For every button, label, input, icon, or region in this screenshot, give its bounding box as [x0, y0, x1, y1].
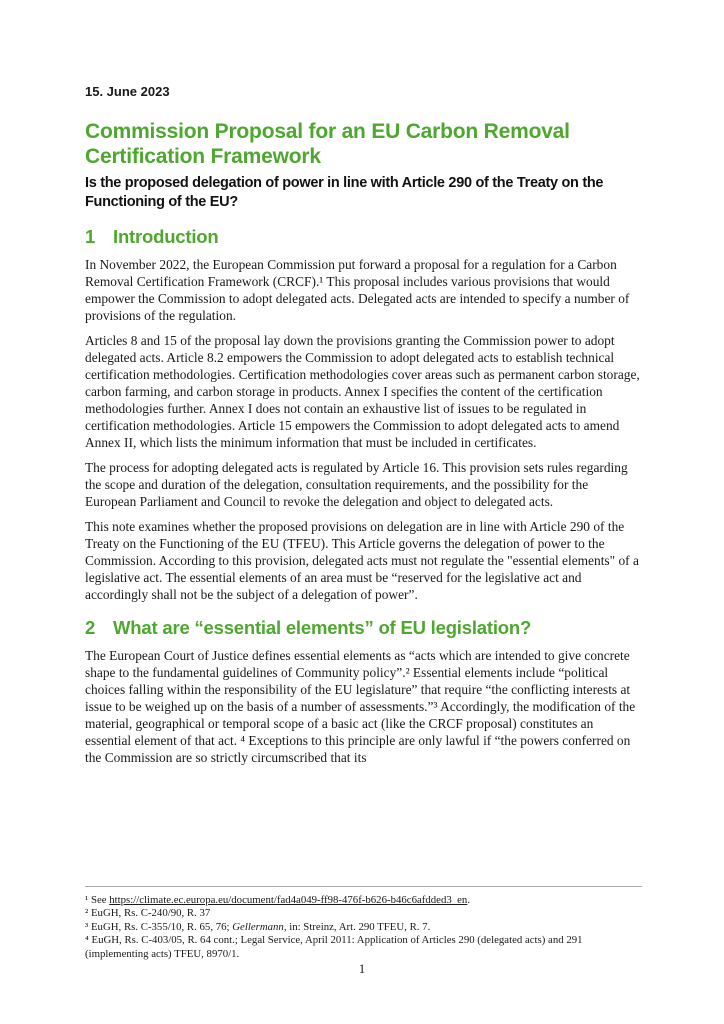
- paragraph-intro-1: In November 2022, the European Commission put forward a proposal for a regulation for a Carbon Removal Certification Framework (CRCF).¹ This proposal includes various provisions that would empower the Commission to adopt delegated acts. Delegated acts are intended to specify a number of provisions of the regulation.: [85, 257, 630, 323]
- footnote-1: [85, 894, 642, 907]
- paragraph-essential-1: The European Court of Justice defines essential elements as “acts which are intended to give concrete shape to the fundamental guidelines of Community policy”.² Essential elements include “political choices falling within the responsibility of the EU legislature” that require “the conflicting interests at issue to be weighed up on the basis of a number of assessments.”³ Accordingly, the modification of the material, geographical or temporal scope of a basic act (like the CRCF proposal) constitutes an essential element of that act. ⁴ Exceptions to this principle are only lawful if “the powers conferred on the Commission are so strictly circumscribed that its: [85, 648, 636, 765]
- section-number: 1: [85, 226, 96, 247]
- footnote-text: EuGH, Rs. C-403/05, R. 64 cont.; Legal Service, April 2011: Application of Articles 290 (delegated acts) and 291 (implementing acts) TFEU, 8970/1.: [85, 934, 583, 960]
- footnote-text: EuGH, Rs. C-355/10, R. 65, 76;: [90, 920, 233, 933]
- footnote-text: , in: Streinz, Art. 290 TFEU, R. 7.: [283, 920, 431, 933]
- document-content: [85, 84, 642, 766]
- document-subtitle: Is the proposed delegation of power in line with Article 290 of the Treaty on the Functioning of the EU?: [85, 175, 604, 210]
- footnote-3: [85, 921, 642, 934]
- section-number: 2: [85, 617, 96, 638]
- footnote-2: [85, 907, 642, 920]
- section-heading-introduction: [85, 225, 642, 248]
- paragraph-intro-3: The process for adopting delegated acts is regulated by Article 16. This provision sets rules regarding the scope and duration of the delegation, consultation requirements, and the possibility for the European Parliament and Council to revoke the delegation and object to delegated acts.: [85, 460, 628, 509]
- footnotes-section: [85, 886, 642, 961]
- section-heading-essential-elements: [85, 616, 642, 639]
- footnote-marker: ⁴: [85, 934, 89, 947]
- section-heading-label: Introduction: [113, 226, 219, 247]
- footnote-text: EuGH, Rs. C-240/90, R. 37: [90, 907, 211, 920]
- footnote-marker: ¹: [85, 894, 89, 906]
- footnote-marker: ³: [85, 920, 89, 933]
- footnote-marker: ²: [85, 907, 89, 920]
- footnote-author-italic: Gellermann: [232, 920, 284, 933]
- document-title: Commission Proposal for an EU Carbon Removal Certification Framework: [85, 120, 570, 168]
- document-date: 15. June 2023: [85, 84, 170, 99]
- footnote-text: See: [90, 894, 110, 906]
- paragraph-intro-2: Articles 8 and 15 of the proposal lay down the provisions granting the Commission power to adopt delegated acts. Article 8.2 empowers the Commission to adopt delegated acts to establish technical certification methodologies. Certification methodologies cover areas such as permanent carbon storage, carbon farming, and carbon storage in products. Annex I specifies the content of the certification methodologies further. Annex I does not contain an exhaustive list of issues to be regulated in certification methodologies. Article 15 empowers the Commission to adopt delegated acts to amend Annex II, which lists the minimum information that must be included in certificates.: [85, 333, 640, 450]
- page-number: 1: [358, 961, 366, 976]
- section-heading-label: What are “essential elements” of EU legislation?: [113, 617, 532, 638]
- footnote-4: [85, 934, 642, 961]
- paragraph-intro-4: This note examines whether the proposed provisions on delegation are in line with Article 290 of the Treaty on the Functioning of the EU (TFEU). This Article governs the delegation of power to the Commission. According to this provision, delegated acts must not regulate the "essential elements" of a legislative act. The essential elements of an area must be “reserved for the legislative act and accordingly shall not be the subject of a delegation of power”.: [85, 519, 639, 602]
- footnote-link[interactable]: https://climate.ec.europa.eu/document/fad4a049-ff98-476f-b626-b46c6afdded3_en: [109, 894, 468, 906]
- footnote-text: .: [467, 894, 471, 906]
